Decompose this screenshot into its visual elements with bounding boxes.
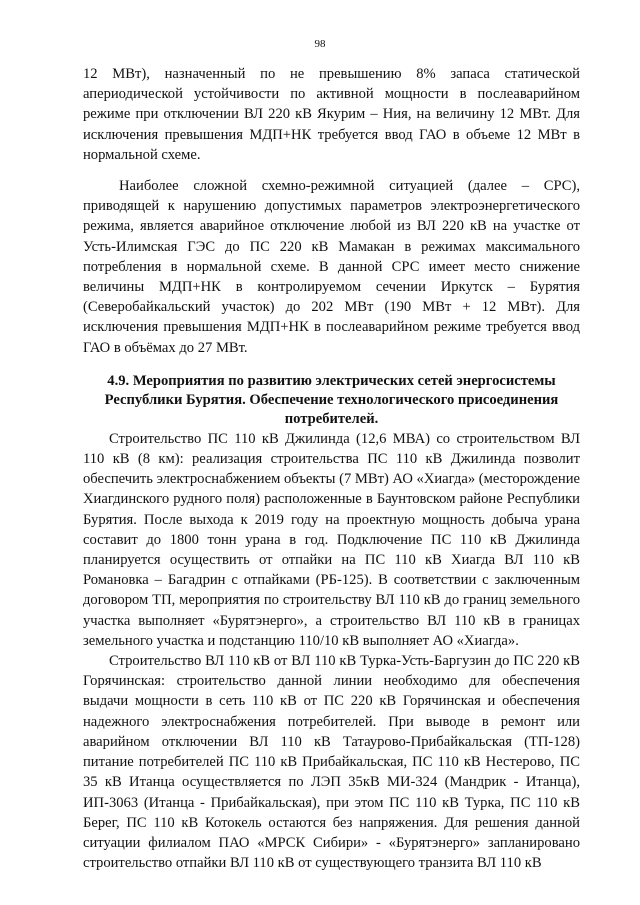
page-number: 98	[314, 38, 326, 50]
paragraph-continuation: 12 МВт), назначенный по не превышению 8% запаса статической апериодической устойчивости по активной мощности в послеаварийном режиме при отключении ВЛ 220 кВ Якурим – Ния, на величину 12 МВт. Для исключения превышения МДП+НК требуется ввод ГАО в объеме 12 МВт в нормальной схеме.	[83, 66, 580, 163]
paragraph-critical-situation: Наиболее сложной схемно-режимной ситуацией (далее – СРС), приводящей к нарушению допустимых параметров электроэнергетического режима, является аварийное отключение любой из ВЛ 220 кВ на участке от Усть-Илимская ГЭС до ПС 220 кВ Мамакан в режимах максимального потребления в нормальной схеме. В данной СРС имеет место снижение величины МДП+НК в контролируемом сечении Иркутск – Бурятия (Северобайкальский участок) до 202 МВт (190 МВт + 12 МВт). Для исключения превышения МДП+НК в послеаварийном режиме требуется ввод ГАО в объёмах до 27 МВт.	[83, 178, 580, 356]
paragraph-dzhilinda-substation: Строительство ПС 110 кВ Джилинда (12,6 МВА) со строительством ВЛ 110 кВ (8 км): реализация строительства ПС 110 кВ Джилинда позволит обеспечить электроснабжением объекты (7 МВт) АО «Хиагда» (месторождение Хиагдинского рудного поля) расположенные в Баунтовском районе Республики Бурятия. После выхода к 2019 году на проектную мощность добыча урана составит до 1800 тонн урана в год. Подключение ПС 110 кВ Джилинда планируется осуществить от отпайки на ПС 110 кВ Хиагда ВЛ 110 кВ Романовка – Багадрин с отпайками (РБ-125). В соответствии с заключенным договором ТП, мероприятия по строительству ВЛ 110 кВ до границ земельного участка выполняет «Бурятэнерго», а строительство ВЛ 110 кВ в границах земельного участка и подстанцию 110/10 кВ выполняет АО «Хиагда».	[83, 430, 580, 649]
section-heading: 4.9. Мероприятия по развитию электрических сетей энергосистемы Республики Бурятия. Обеспечение технологического присоединения потребителей.	[104, 372, 559, 427]
document-body	[83, 64, 580, 873]
paragraph-goryachinskaya-line: Строительство ВЛ 110 кВ от ВЛ 110 кВ Турка-Усть-Баргузин до ПС 220 кВ Горячинская: строительство данной линии необходимо для обеспечения выдачи мощности в сеть 110 кВ от ПС 220 кВ Горячинская и обеспечения надежного электроснабжения потребителей. При выводе в ремонт или аварийном отключении ВЛ 110 кВ Татаурово-Прибайкальская (ТП-128) питание потребителей ПС 110 кВ Прибайкальская, ПС 110 кВ Нестерово, ПС 35 кВ Итанца осуществляется по ЛЭП 35кВ МИ-324 (Мандрик - Итанца), ИП-3063 (Итанца - Прибайкальская), при этом ПС 110 кВ Турка, ПС 110 кВ Берег, ПС 110 кВ Котокель остаются без напряжения. Для решения данной ситуации филиалом ПАО «МРСК Сибири» - «Бурятэнерго» запланировано строительство отпайки ВЛ 110 кВ от существующего транзита ВЛ 110 кВ	[83, 653, 580, 872]
